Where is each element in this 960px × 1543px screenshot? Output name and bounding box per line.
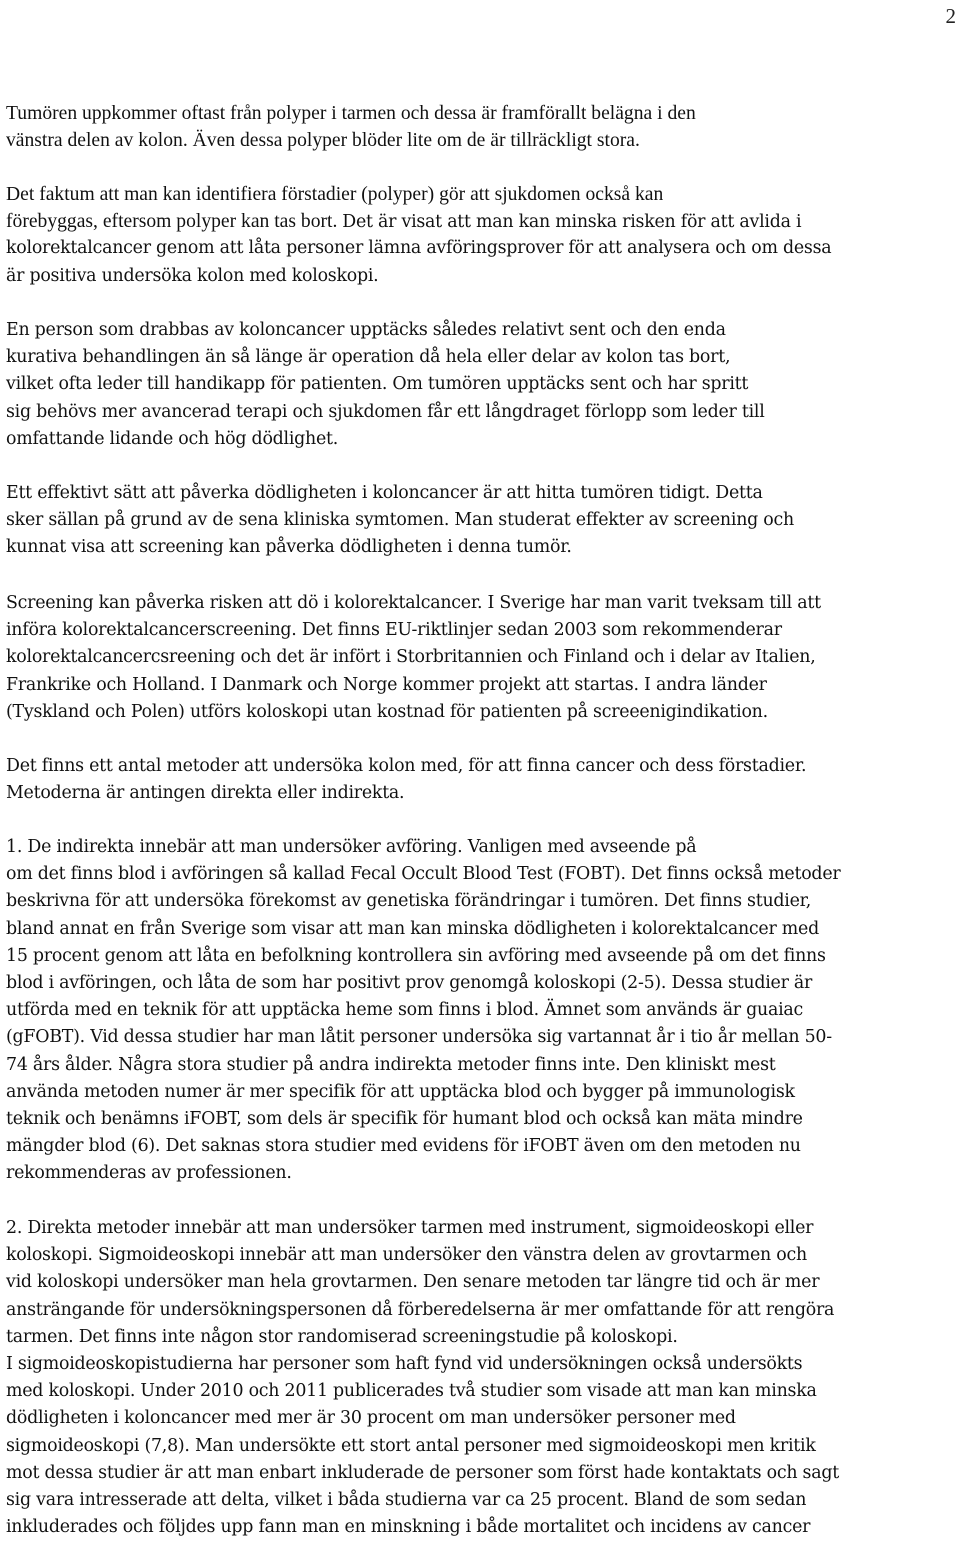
- text-line: Metoderna är antingen direkta eller indirekta.: [6, 783, 405, 804]
- text-line: ansträngande för undersökningspersonen då förberedelserna är mer omfattande för att rengöra: [6, 1299, 835, 1320]
- text-line: rekommenderas av professionen.: [6, 1163, 292, 1184]
- text-line: 74 års ålder. Några stora studier på andra indirekta metoder finns inte. Den kliniskt mest: [6, 1054, 776, 1075]
- text-line: Frankrike och Holland. I Danmark och Norge kommer projekt att startas. I andra länder: [6, 674, 767, 695]
- text-line: En person som drabbas av koloncancer upptäcks således relativt sent och den enda: [6, 320, 726, 340]
- text-line: Tumören uppkommer oftast från polyper i tarmen och dessa är framförallt belägna i den: [6, 103, 696, 124]
- paragraph-methods: [6, 753, 960, 807]
- paragraph-screening-europe: [6, 590, 960, 726]
- text-line: beskrivna för att undersöka förekomst av genetiska förändringar i tumören. Det finns studier,: [6, 891, 812, 912]
- text-line: kunnat visa att screening kan påverka dödligheten i denna tumör.: [6, 537, 572, 558]
- text-line: 1. De indirekta innebär att man undersöker avföring. Vanligen med avseende på: [6, 837, 697, 857]
- text-line: koloskopi. Sigmoideoskopi innebär att man undersöker den vänstra delen av grovtarmen och: [6, 1245, 807, 1266]
- text-line: Ett effektivt sätt att påverka dödligheten i koloncancer är att hitta tumören tidigt. Detta: [6, 483, 763, 503]
- paragraph-indirect-methods: [6, 834, 960, 1187]
- text-line: vänstra delen av kolon. Även dessa polyper blöder lite om de är tillräckligt stora.: [6, 130, 640, 152]
- paragraph-direct-methods: [6, 1215, 960, 1541]
- text-line: Det faktum att man kan identifiera förstadier (polyper) gör att sjukdomen också kan: [6, 184, 664, 205]
- text-line: är positiva undersöka kolon med koloskopi.: [6, 265, 379, 286]
- text-line: Screening kan påverka risken att dö i kolorektalcancer. I Sverige har man varit tveksam till att: [6, 593, 821, 613]
- text-line: 2. Direkta metoder innebär att man undersöker tarmen med instrument, sigmoideoskopi eller: [6, 1218, 814, 1238]
- text-line: inkluderades och följdes upp fann man en minskning i både mortalitet och incidens av cancer: [6, 1517, 811, 1538]
- paragraph-prevention: [6, 181, 960, 290]
- paragraph-treatment: [6, 317, 960, 453]
- text-line: vilket ofta leder till handikapp för patienten. Om tumören upptäcks sent och har spritt: [6, 374, 749, 395]
- text-line: kolorektalcancer genom att låta personer lämna avföringsprover för att analysera och om dessa: [6, 238, 832, 259]
- paragraph-screening-effect: [6, 480, 960, 562]
- text-line: sig behövs mer avancerad terapi och sjukdomen får ett långdraget förlopp som leder till: [6, 401, 765, 422]
- text-line: införa kolorektalcancerscreening. Det finns EU-riktlinjer sedan 2003 som rekommenderar: [6, 620, 782, 641]
- text-line: mängder blod (6). Det saknas stora studier med evidens för iFOBT även om den metoden nu: [6, 1136, 801, 1157]
- page-number: 2: [945, 4, 956, 28]
- text-line: om det finns blod i avföringen så kallad Fecal Occult Blood Test (FOBT). Det finns också metoder: [6, 864, 841, 885]
- text-line: tarmen. Det finns inte någon stor randomiserad screeningstudie på koloskopi.: [6, 1326, 678, 1347]
- text-line: sigmoideoskopi (7,8). Man undersökte ett stort antal personer med sigmoideoskopi men kritik: [6, 1435, 816, 1456]
- text-line: vid koloskopi undersöker man hela grovtarmen. Den senare metoden tar längre tid och är mer: [6, 1272, 820, 1293]
- text-line: teknik och benämns iFOBT, som dels är specifik för humant blod och också kan mäta mindre: [6, 1108, 803, 1129]
- text-line: I sigmoideoskopistudierna har personer som haft fynd vid undersökningen också undersökts: [6, 1353, 803, 1374]
- text-line: kurativa behandlingen än så länge är operation då hela eller delar av kolon tas bort,: [6, 347, 731, 368]
- text-line: (Tyskland och Polen) utförs koloskopi utan kostnad för patienten på screeenigindikation.: [6, 701, 768, 722]
- text-line: sker sällan på grund av de sena kliniska symtomen. Man studerat effekter av screening och: [6, 510, 794, 531]
- text-line: bland annat en från Sverige som visar att man kan minska dödligheten i kolorektalcancer med: [6, 918, 819, 939]
- text-line: utförda med en teknik för att upptäcka heme som finns i blod. Ämnet som används är guaiac: [6, 1000, 804, 1021]
- text-line: med koloskopi. Under 2010 och 2011 publicerades två studier som visade att man kan minska: [6, 1381, 817, 1402]
- text-line: använda metoden numer är mer specifik för att upptäcka blod och bygger på immunologisk: [6, 1081, 795, 1102]
- text-line: (gFOBT). Vid dessa studier har man låtit personer undersöka sig vartannat år i tio år mellan 50-: [6, 1027, 832, 1048]
- text-line: 15 procent genom att låta en befolkning kontrollera sin avföring med avseende på om det finns: [6, 945, 826, 966]
- text-line: omfattande lidande och hög dödlighet.: [6, 428, 339, 449]
- text-span: Det är visat att man kan minska risken för att avlida i: [342, 212, 802, 233]
- paragraph-polyps: [6, 100, 960, 154]
- text-line: [6, 208, 960, 235]
- text-line: Det finns ett antal metoder att undersöka kolon med, för att finna cancer och dess förstadier.: [6, 756, 807, 776]
- text-span: förebyggas, eftersom polyper kan tas bort.: [6, 211, 338, 233]
- text-line: blod i avföringen, och låta de som har positivt prov genomgå koloskopi (2-5). Dessa studier är: [6, 972, 813, 993]
- text-line: kolorektalcancercsreening och det är infört i Storbritannien och Finland och i delar av Italien,: [6, 647, 816, 668]
- text-line: sig vara intresserade att delta, vilket i båda studierna var ca 25 procent. Bland de som sedan: [6, 1489, 807, 1510]
- text-line: dödligheten i koloncancer med mer är 30 procent om man undersöker personer med: [6, 1408, 736, 1429]
- text-line: mot dessa studier är att man enbart inkluderade de personer som först hade kontaktats och sagt: [6, 1462, 839, 1483]
